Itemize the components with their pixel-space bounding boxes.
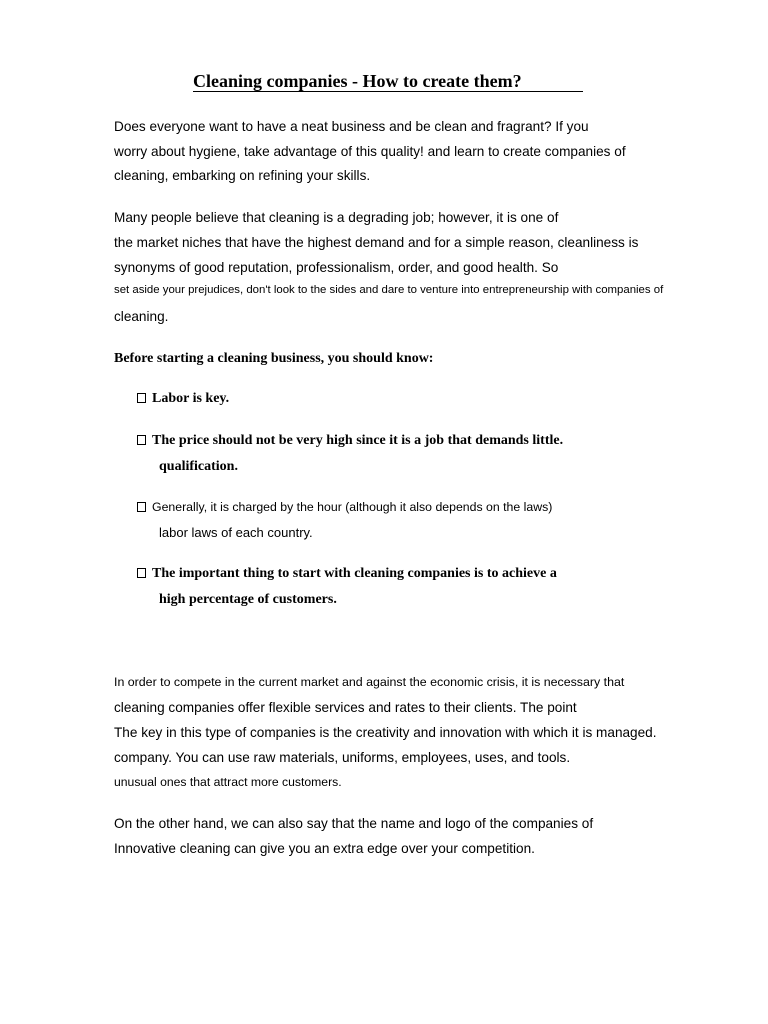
text-line: Does everyone want to have a neat business and be clean and fragrant? If you [114, 119, 589, 134]
list-item-text: qualification. [159, 459, 238, 474]
page-title: Cleaning companies - How to create them? [193, 72, 583, 92]
text-line: cleaning companies offer flexible services and rates to their clients. The point [114, 700, 577, 715]
text-line: the market niches that have the highest demand and for a simple reason, cleanliness is [114, 235, 639, 250]
text-line: Many people believe that cleaning is a degrading job; however, it is one of [114, 210, 559, 225]
text-line: company. You can use raw materials, uniforms, employees, uses, and tools. [114, 750, 571, 765]
list-item-text: Generally, it is charged by the hour (although it also depends on the laws) [152, 500, 553, 514]
section-heading: Before starting a cleaning business, you should know: [114, 351, 434, 366]
list-item-text: Labor is key. [152, 391, 230, 406]
text-line: On the other hand, we can also say that the name and logo of the companies of [114, 816, 594, 831]
text-line: set aside your prejudices, don't look to the sides and dare to venture into entrepreneurship with companies of [114, 284, 664, 296]
list-item-text: labor laws of each country. [159, 525, 313, 540]
list-item-text: The price should not be very high since it is a job that demands little. [152, 433, 564, 448]
text-line: synonyms of good reputation, professionalism, order, and good health. So [114, 260, 559, 275]
checkbox-bullet-icon [137, 502, 146, 512]
checkbox-bullet-icon [137, 568, 146, 578]
checkbox-bullet-icon [137, 435, 146, 445]
text-line: Innovative cleaning can give you an extra edge over your competition. [114, 841, 535, 856]
text-line: worry about hygiene, take advantage of this quality! and learn to create companies of [114, 144, 626, 159]
text-line: In order to compete in the current market and against the economic crisis, it is necessary that [114, 675, 625, 689]
text-line: cleaning, embarking on refining your skills. [114, 168, 371, 183]
text-line: The key in this type of companies is the creativity and innovation with which it is managed. [114, 725, 657, 740]
text-line: cleaning. [114, 309, 169, 324]
checkbox-bullet-icon [137, 393, 146, 403]
text-line: unusual ones that attract more customers. [114, 775, 342, 789]
list-item-text: high percentage of customers. [159, 592, 337, 607]
list-item-text: The important thing to start with cleaning companies is to achieve a [152, 566, 557, 581]
